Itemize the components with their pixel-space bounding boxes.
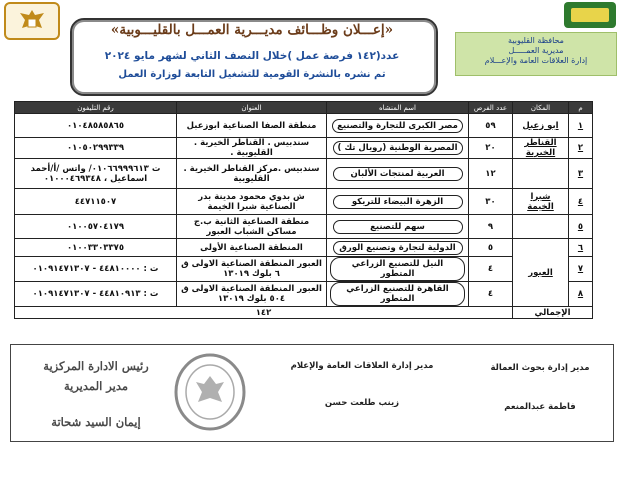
row-location: شبرا الخيمة (513, 189, 569, 215)
row-serial: ٣ (569, 159, 593, 189)
ministry-logo (564, 2, 616, 28)
pr-director-name: زينب طلعت حسن (324, 398, 400, 408)
col-header-count: عدد الفرص (469, 102, 513, 114)
row-phone: ٤٤٧١١٥٠٧ (15, 189, 177, 215)
col-header-company: اسم المنشاه (327, 102, 469, 114)
col-header-phone: رقم التليفون (15, 102, 177, 114)
row-address: العبور المنطقة الصناعية الاولى ق ٦ بلوك ١٣٠١٩ (177, 257, 327, 282)
company-name: القاهرة للتصنيع الزراعي المتطور (330, 282, 465, 306)
company-name: العربية لمنتجات الألبان (333, 167, 463, 181)
page-subtitle-2: تم نشره بالنشرة القومية للتشغيل التابعة لوزارة العمل (118, 69, 386, 80)
row-serial: ٦ (569, 239, 593, 257)
row-address: المنطقة الصناعية الأولى (177, 239, 327, 257)
row-count: ٥٩ (469, 114, 513, 138)
row-phone: ت : ٤٤٨١٠٩١٣ - ٠١٠٩١٤٧١٣٠٧ (15, 282, 177, 307)
central-admin-title: رئيس الادارة المركزية (43, 359, 149, 373)
row-serial: ٤ (569, 189, 593, 215)
table-row (15, 282, 593, 307)
row-company (327, 239, 469, 257)
row-count: ٩ (469, 215, 513, 239)
row-count: ٤ (469, 282, 513, 307)
table-header-row (15, 102, 593, 114)
row-phone: ٠١٠٥٠٢٩٩٣٣٩ (15, 138, 177, 159)
egypt-emblem-logo (4, 2, 60, 40)
pr-director-title: مدير إدارة العلاقات العامة والإعلام (290, 361, 434, 371)
col-header-serial: م (569, 102, 593, 114)
table-row (15, 215, 593, 239)
company-name: المصرية الوطنية (رويال تك ) (333, 141, 463, 155)
row-phone: ٠١٠٠٥٧٠٤١٧٩ (15, 215, 177, 239)
row-address: ش بدوي محمود مدينة بدر الصناعية شبرا الخيمة (177, 189, 327, 215)
company-name: الزهرة البيضاء للتريكو (333, 195, 463, 209)
row-company (327, 189, 469, 215)
jobs-table (14, 101, 593, 319)
col-header-address: العنوان (177, 102, 327, 114)
row-company (327, 138, 469, 159)
table-total-row (15, 307, 593, 319)
organization-box (455, 32, 617, 76)
org-directorate: مديرية العمـــــل (508, 46, 564, 55)
company-name: الدولية لتجارة وتصنيع الورق (333, 241, 463, 255)
row-company (327, 257, 469, 282)
row-company (327, 282, 469, 307)
table-row (15, 257, 593, 282)
col-header-location: المكان (513, 102, 569, 114)
row-company (327, 159, 469, 189)
directorate-head-title: مدير المديرية (63, 379, 129, 393)
company-name: مصر الكبرى للتجارة والتصنيع (332, 119, 463, 133)
row-phone: ت ٠١٠٦٦٩٩٩٦١٣/ واتس /أ/أحمد اسماعيل ، ٠١٠٠٠٤٦٩٣٤٨ (15, 159, 177, 189)
row-serial: ١ (569, 114, 593, 138)
table-row (15, 189, 593, 215)
org-department: إدارة العلاقات العامة والإعـــلام (484, 56, 588, 65)
row-count: ٣٠ (469, 189, 513, 215)
row-address: منطقة الصفا الصناعية ابوزعبل (177, 114, 327, 138)
row-phone: ٠١٠٤٨٥٨٥٨٦٥ (15, 114, 177, 138)
total-value: ١٤٢ (15, 307, 513, 319)
eagle-icon (17, 8, 47, 34)
row-count: ٥ (469, 239, 513, 257)
page-title: «إعـــلان وظـــائف مديـــرية العمـــل بالقليـــوبية» (110, 22, 394, 38)
row-location (513, 159, 569, 189)
page-subtitle: عدد(١٤٢ فرصة عمل )خلال النصف الثاني لشهر مايو ٢٠٢٤ (104, 50, 400, 62)
row-location: القناطر الخيرية (513, 138, 569, 159)
table-row (15, 239, 593, 257)
official-seal-icon (172, 352, 248, 432)
table-row (15, 138, 593, 159)
directorate-head-name: إيمان السيد شحاتة (51, 415, 141, 429)
row-location: العبور (513, 239, 569, 307)
row-phone: ت : ٤٤٨١٠٠٠٠ - ٠١٠٩١٤٧١٣٠٧ (15, 257, 177, 282)
row-serial: ٨ (569, 282, 593, 307)
company-name: النيل للتصنيع الزراعي المتطور (330, 257, 465, 281)
row-location (513, 215, 569, 239)
row-address: سندبيس . القناطر الخيرية . القليوبية . (177, 138, 327, 159)
row-phone: ٠١٠٠٣٣٠٣٣٧٥ (15, 239, 177, 257)
row-count: ٤ (469, 257, 513, 282)
company-name: سهم للتصنيع (333, 220, 463, 234)
row-serial: ٥ (569, 215, 593, 239)
row-address: العبور المنطقة الصناعية الاولى ق ٥٠٤ بلوك ١٣٠١٩ (177, 282, 327, 307)
row-count: ٢٠ (469, 138, 513, 159)
row-address: سندبيس .مركز القناطر الخيرية . القليوبية (177, 159, 327, 189)
total-label: الإجمالي (513, 307, 593, 319)
central-admin-head (36, 356, 156, 396)
table-row (15, 159, 593, 189)
row-serial: ٧ (569, 257, 593, 282)
table-row (15, 114, 593, 138)
row-company (327, 114, 469, 138)
research-director-title: مدير إدارة بحوث العمالة (490, 363, 590, 373)
row-serial: ٢ (569, 138, 593, 159)
org-governorate: محافظة القليوبية (508, 36, 564, 45)
research-director-name: فاطمة عبدالمنعم (504, 402, 576, 412)
row-address: منطقة الصناعية الثانية ب.ج مساكن الشباب العبور (177, 215, 327, 239)
row-location: ابو زعبل (513, 114, 569, 138)
row-count: ١٢ (469, 159, 513, 189)
row-company (327, 215, 469, 239)
